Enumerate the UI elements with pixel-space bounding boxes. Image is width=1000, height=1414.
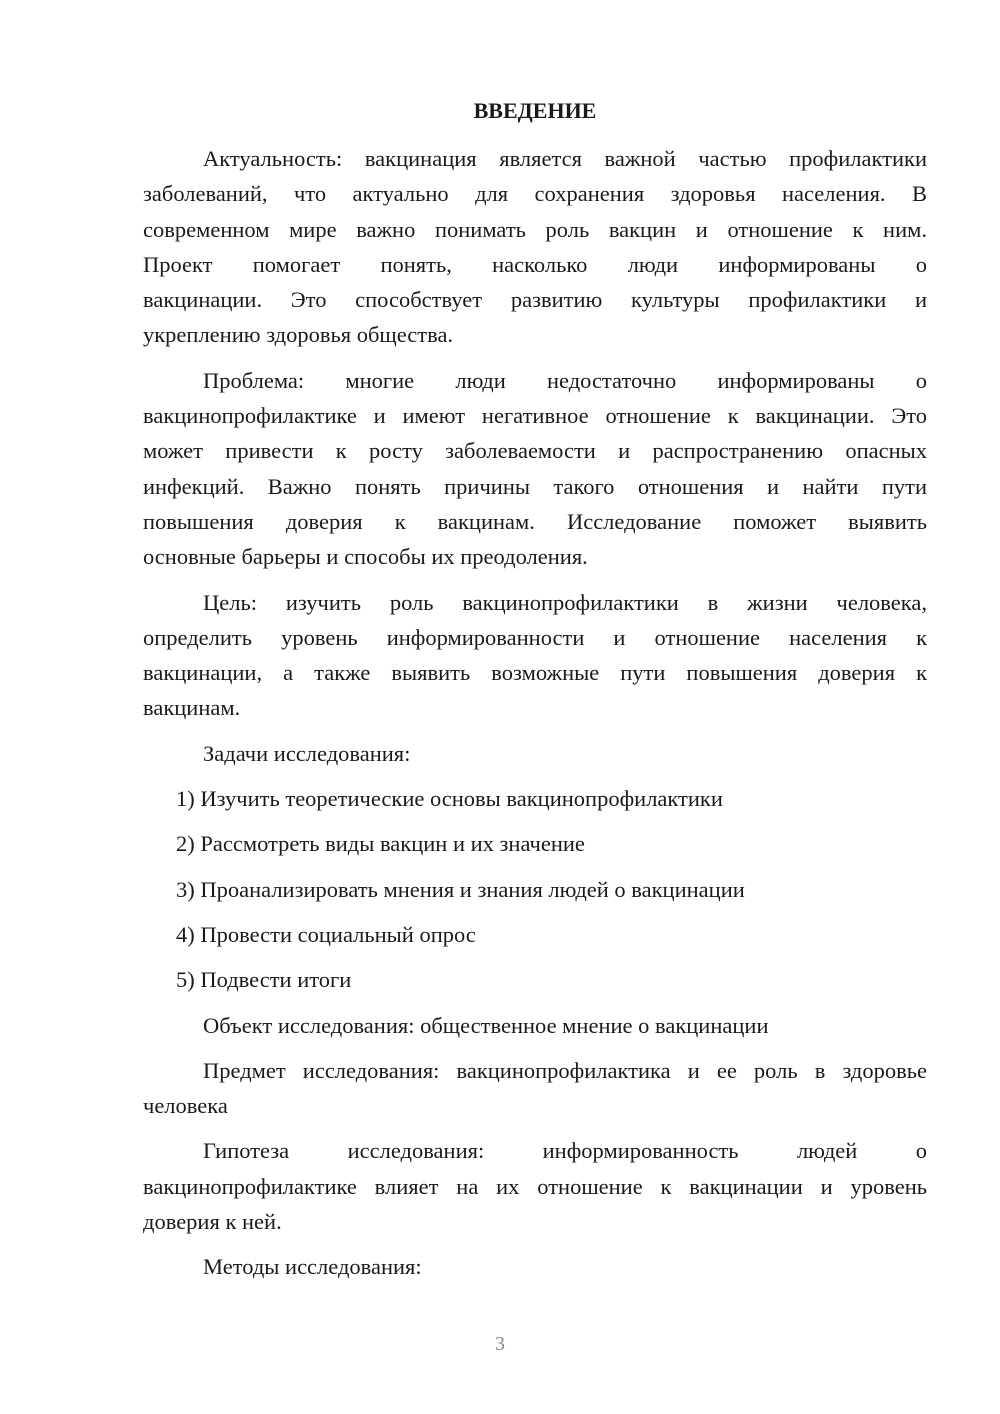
object-line: Объект исследования: общественное мнение о вакцинации [203,1012,769,1038]
subject-paragraph [143,1053,927,1124]
hypothesis-paragraph [143,1133,927,1239]
text-line: вакцинации. Это способствует развитию культуры профилактики и [143,287,927,313]
list-item: 4) Провести социальный опрос [176,921,476,947]
text-line: доверия к ней. [143,1209,282,1235]
text-line: повышения доверия к вакцинам. Исследование поможет выявить [143,508,927,534]
list-item: 3) Проанализировать мнения и знания людей о вакцинации [176,876,745,902]
text-line: инфекций. Важно понять причины такого отношения и найти пути [143,473,927,499]
list-item: 1) Изучить теоретические основы вакцинопрофилактики [176,786,723,812]
list-item: 5) Подвести итоги [176,967,352,993]
text-line: вакцинопрофилактике влияет на их отношение к вакцинации и уровень [143,1173,927,1199]
text-line: укреплению здоровья общества. [143,322,454,348]
text-line: определить уровень информированности и отношение населения к [143,624,927,650]
text-line: Предмет исследования: вакцинопрофилактика и ее роль в здоровье [203,1057,927,1083]
goal-paragraph [143,585,927,726]
text-line: Проблема: многие люди недостаточно информированы о [203,367,927,393]
page-number: 3 [495,1333,505,1355]
text-line: вакцинам. [143,695,241,721]
tasks-heading: Задачи исследования: [203,740,411,766]
text-line: Гипотеза исследования: информированность людей о [203,1138,927,1164]
document-page [143,95,927,1295]
text-line: вакцинации, а также выявить возможные пути повышения доверия к [143,660,927,686]
text-line: Актуальность: вакцинация является важной частью профилактики [203,146,927,171]
problem-paragraph [143,363,927,575]
list-item: 2) Рассмотреть виды вакцин и их значение [176,831,585,857]
section-title: ВВЕДЕНИЕ [473,98,597,123]
text-line: вакцинопрофилактике и имеют негативное отношение к вакцинации. Это [143,403,927,429]
methods-heading: Методы исследования: [203,1254,422,1280]
text-line: может привести к росту заболеваемости и распространению опасных [143,438,927,464]
text-line: Проект помогает понять, насколько люди информированы о [143,251,927,277]
text-line: человека [143,1093,228,1119]
text-line: Цель: изучить роль вакцинопрофилактики в жизни человека, [203,589,927,615]
text-line: заболеваний, что актуально для сохранения здоровья населения. В [143,181,927,207]
text-line: основные барьеры и способы их преодоления. [143,544,588,570]
relevance-paragraph [143,141,927,353]
text-line: современном мире важно понимать роль вакцин и отношение к ним. [143,216,927,242]
